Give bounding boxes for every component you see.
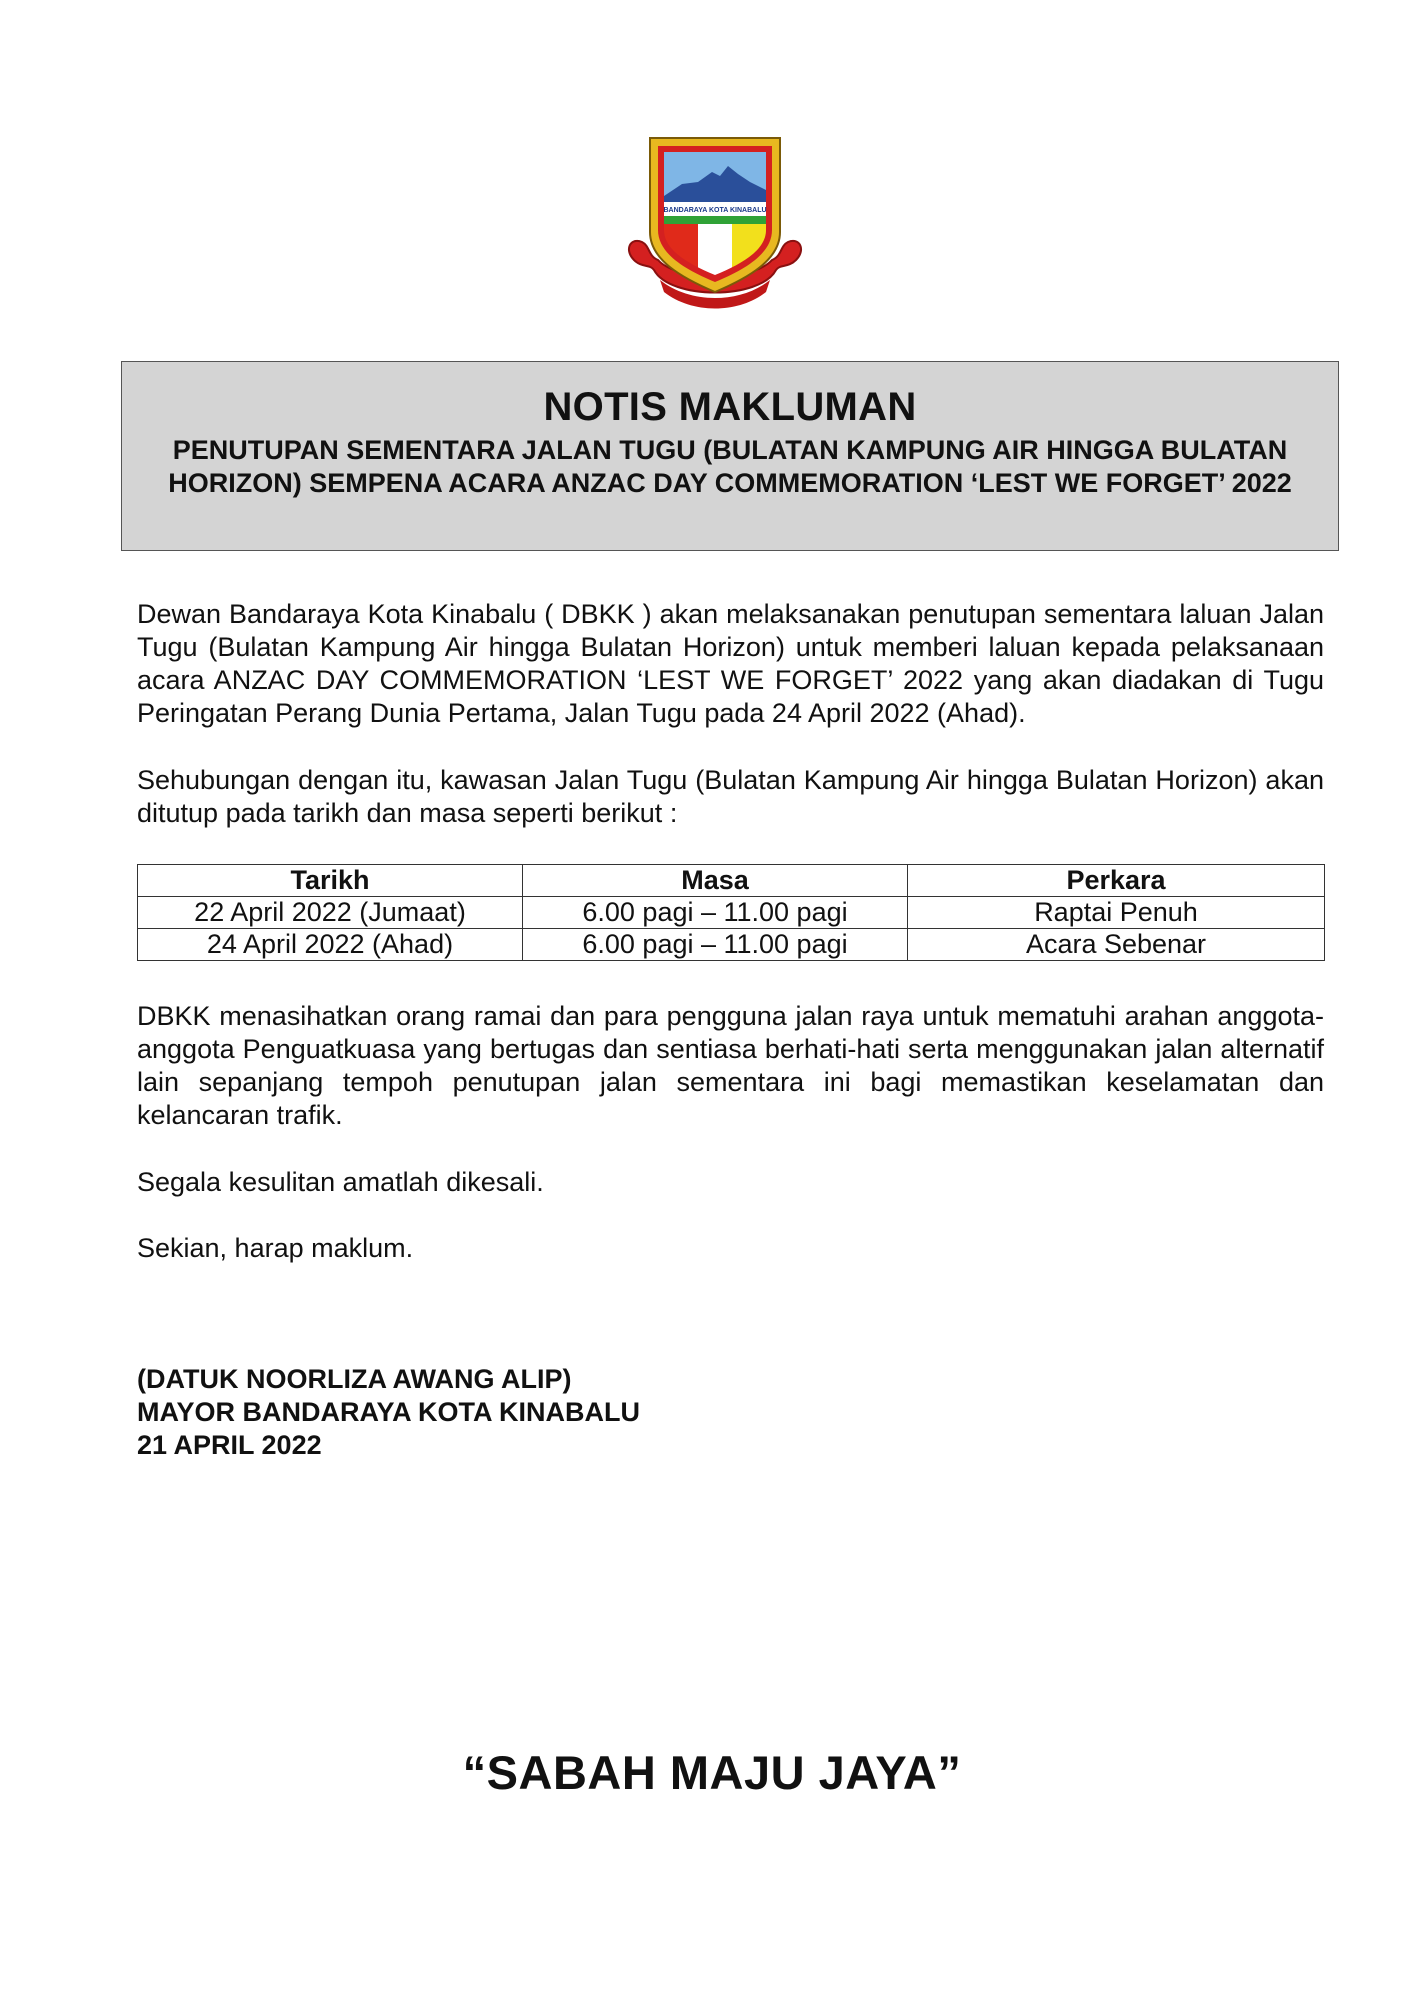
closure-schedule-table xyxy=(137,864,1325,961)
signatory-position: MAYOR BANDARAYA KOTA KINABALU xyxy=(137,1397,641,1427)
table-cell-perkara: Raptai Penuh xyxy=(908,897,1325,929)
table-cell-tarikh: 24 April 2022 (Ahad) xyxy=(138,929,523,961)
signature-block xyxy=(137,1363,640,1462)
paragraph-advice: DBKK menasihatkan orang ramai dan para pengguna jalan raya untuk mematuhi arahan anggota-anggota Penguatkuasa yang bertugas dan sentiasa berhati-hati serta menggunakan jalan alternatif lain sepanjang tempoh penutupan jalan sementara ini bagi memastikan keselamatan dan kelancaran trafik. xyxy=(137,1001,1324,1130)
table-cell-masa: 6.00 pagi – 11.00 pagi xyxy=(523,929,908,961)
column-header-perkara: Perkara xyxy=(908,865,1325,897)
signatory-name: (DATUK NOORLIZA AWANG ALIP) xyxy=(137,1364,572,1394)
column-header-tarikh: Tarikh xyxy=(138,865,523,897)
table-cell-perkara: Acara Sebenar xyxy=(908,929,1325,961)
paragraph-closure-info: Sehubungan dengan itu, kawasan Jalan Tugu (Bulatan Kampung Air hingga Bulatan Horizon) akan ditutup pada tarikh dan masa seperti berikut : xyxy=(137,765,1324,828)
notice-title: NOTIS MAKLUMAN xyxy=(543,385,917,429)
signature-date: 21 APRIL 2022 xyxy=(137,1430,322,1460)
table-cell-tarikh: 22 April 2022 (Jumaat) xyxy=(138,897,523,929)
table-header-row xyxy=(138,865,1325,897)
paragraph-intro: Dewan Bandaraya Kota Kinabalu ( DBKK ) akan melaksanakan penutupan sementara laluan Jalan Tugu (Bulatan Kampung Air hingga Bulatan Horizon) untuk memberi laluan kepada pelaksanaan acara ANZAC DAY COMMEMORATION ‘LEST WE FORGET’ 2022 yang akan diadakan di Tugu Peringatan Perang Dunia Pertama, Jalan Tugu pada 24 April 2022 (Ahad). xyxy=(137,599,1324,728)
column-header-masa: Masa xyxy=(523,865,908,897)
notice-title-box xyxy=(121,361,1339,551)
footer-motto: “SABAH MAJU JAYA” xyxy=(462,1746,962,1799)
notice-subtitle: PENUTUPAN SEMENTARA JALAN TUGU (BULATAN KAMPUNG AIR HINGGA BULATAN HORIZON) SEMPENA ACARA ANZAC DAY COMMEMORATION ‘LEST WE FORGET’ 2022 xyxy=(168,435,1292,498)
table-row xyxy=(138,929,1325,961)
table-row xyxy=(138,897,1325,929)
table-cell-masa: 6.00 pagi – 11.00 pagi xyxy=(523,897,908,929)
paragraph-apology: Segala kesulitan amatlah dikesali. xyxy=(137,1167,544,1197)
dbkk-crest-logo xyxy=(620,132,810,332)
svg-text:BANDARAYA KOTA KINABALU: BANDARAYA KOTA KINABALU xyxy=(663,207,767,214)
paragraph-closing: Sekian, harap maklum. xyxy=(137,1233,414,1263)
